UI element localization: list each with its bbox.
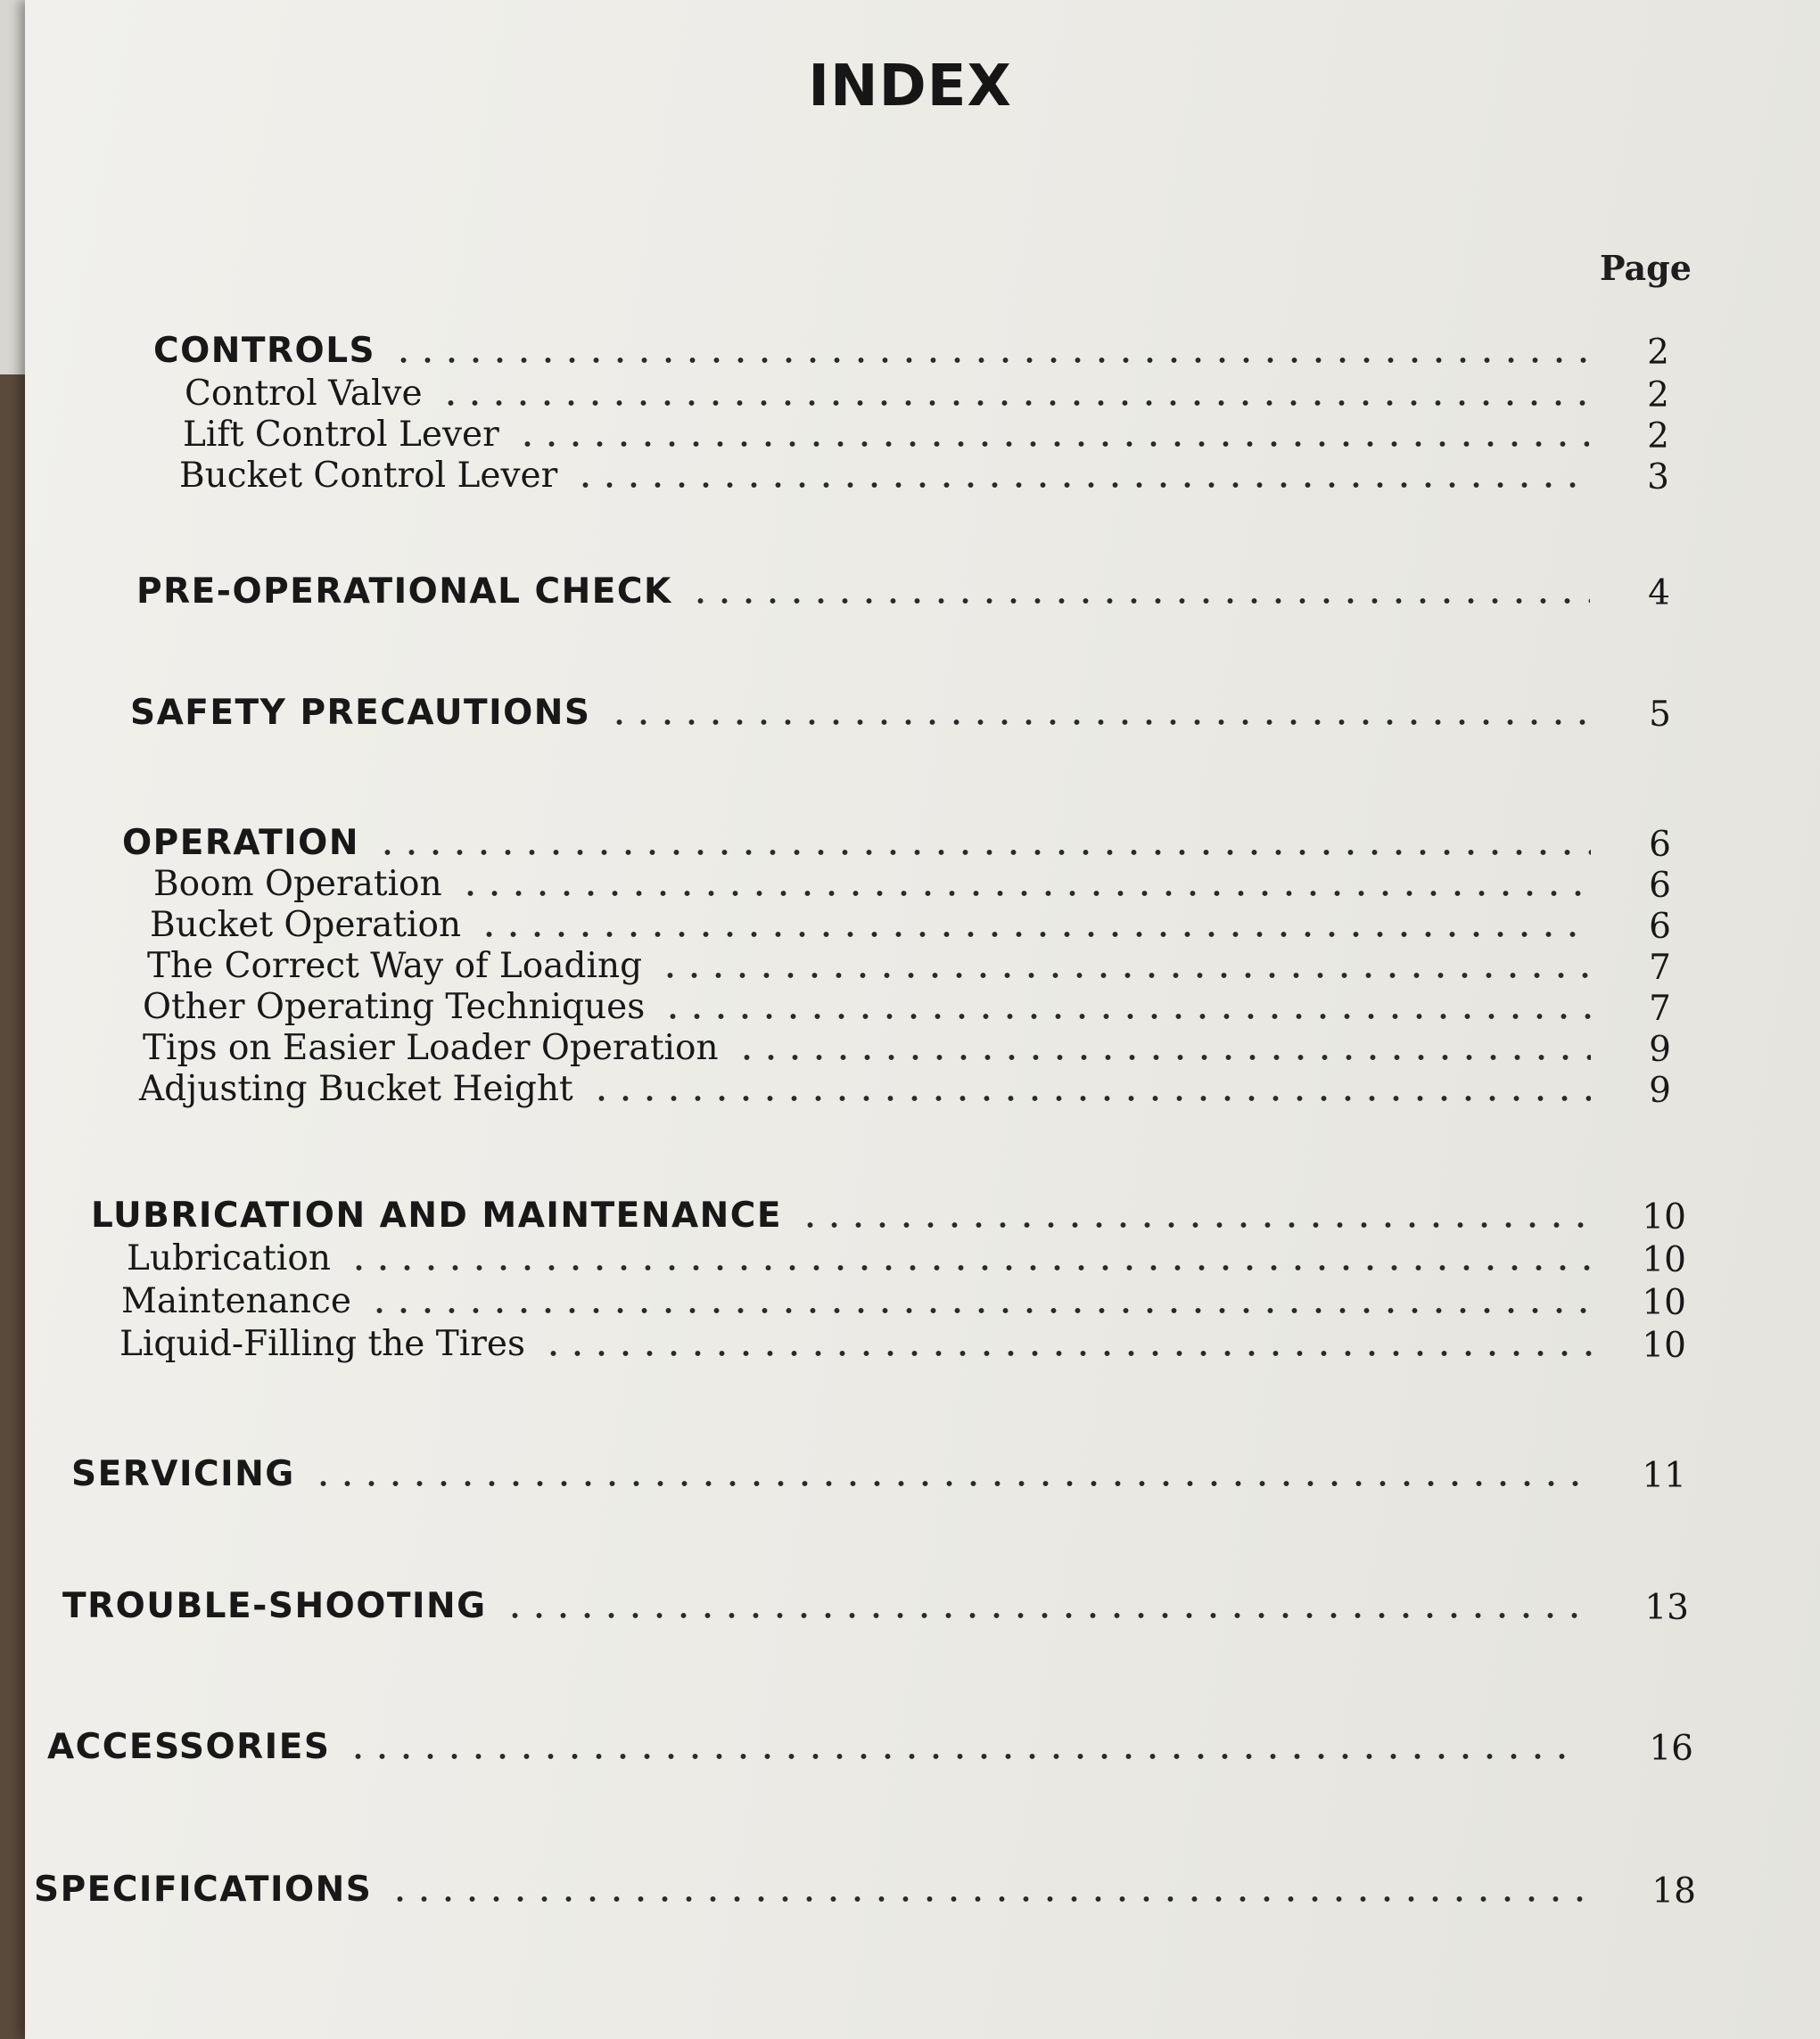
index-entry-control-valve (185, 373, 1687, 417)
page-column-header: Page (1600, 248, 1692, 288)
entry-label: PRE-OPERATIONAL CHECK (136, 571, 672, 612)
entry-label: SERVICING (71, 1454, 295, 1494)
entry-page-number: 16 (1649, 1729, 1693, 1769)
index-entry-correct-way-of-loading (147, 945, 1689, 990)
dot-leader (515, 440, 1589, 448)
entry-label: SPECIFICATIONS (34, 1870, 373, 1910)
index-entry-tips-easier-loader-operation (143, 1027, 1689, 1072)
page-title: INDEX (808, 53, 1012, 119)
entry-label: SAFETY PRECAUTIONS (130, 693, 591, 733)
entry-label: Other Operating Techniques (143, 987, 646, 1027)
entry-label: Maintenance (121, 1281, 351, 1321)
entry-page-number: 10 (1642, 1197, 1686, 1237)
entry-label: Bucket Control Lever (179, 456, 558, 496)
entry-page-number: 7 (1649, 989, 1671, 1029)
entry-label: The Correct Way of Loading (147, 946, 643, 986)
index-entry-lift-control-lever (183, 414, 1687, 458)
dot-leader (589, 1095, 1591, 1102)
entry-page-number: 13 (1644, 1588, 1689, 1628)
dot-leader (477, 931, 1591, 938)
entry-page-number: 6 (1649, 907, 1671, 947)
entry-page-number: 10 (1642, 1240, 1686, 1280)
entry-label: TROUBLE-SHOOTING (62, 1586, 487, 1626)
entry-page-number: 11 (1642, 1456, 1686, 1496)
index-entry-pre-operational-check (136, 571, 1688, 615)
index-entry-trouble-shooting (62, 1585, 1692, 1630)
entry-page-number: 10 (1642, 1326, 1686, 1366)
dot-leader (688, 597, 1590, 604)
entry-page-number: 2 (1647, 416, 1669, 456)
dot-leader (458, 890, 1591, 897)
entry-page-number: 9 (1649, 1030, 1671, 1070)
dot-leader (541, 1350, 1592, 1357)
index-entry-servicing (71, 1453, 1690, 1498)
index-entry-liquid-filling-tires (119, 1323, 1690, 1368)
entry-label: Tips on Easier Loader Operation (143, 1028, 719, 1068)
entry-page-number: 2 (1647, 375, 1669, 415)
index-entry-specifications (34, 1869, 1700, 1913)
index-entry-operation (122, 822, 1689, 867)
dot-leader (439, 399, 1589, 407)
dot-leader (798, 1221, 1592, 1229)
dot-leader (573, 481, 1589, 489)
entry-page-number: 3 (1647, 457, 1669, 497)
entry-label: OPERATION (122, 823, 359, 863)
dot-leader (311, 1480, 1592, 1487)
entry-label: LUBRICATION AND MAINTENANCE (91, 1196, 783, 1236)
dot-leader (346, 1753, 1581, 1760)
index-entry-safety-precautions (130, 692, 1689, 736)
index-entry-other-operating-techniques (143, 986, 1689, 1031)
dot-leader (391, 357, 1589, 364)
dot-leader (735, 1054, 1591, 1061)
index-entry-lubrication-and-maintenance (91, 1195, 1690, 1239)
index-entry-lubrication (127, 1237, 1690, 1282)
entry-page-number: 9 (1649, 1071, 1671, 1111)
entry-page-number: 5 (1649, 695, 1671, 735)
entry-page-number: 2 (1647, 333, 1669, 373)
entry-page-number: 6 (1649, 866, 1671, 906)
entry-label: CONTROLS (153, 331, 376, 371)
entry-label: Adjusting Bucket Height (139, 1069, 573, 1109)
entry-page-number: 4 (1648, 573, 1670, 613)
dot-leader (367, 1307, 1592, 1314)
entry-label: Control Valve (185, 374, 423, 414)
dot-leader (375, 849, 1591, 856)
index-entry-controls (153, 330, 1687, 374)
entry-page-number: 6 (1649, 825, 1671, 865)
entry-page-number: 7 (1649, 948, 1671, 988)
index-entry-bucket-operation (150, 904, 1689, 949)
dot-leader (388, 1895, 1584, 1903)
index-entry-bucket-control-lever (179, 455, 1687, 499)
dot-leader (661, 1013, 1591, 1020)
entry-label: ACCESSORIES (47, 1727, 331, 1767)
dot-leader (503, 1612, 1594, 1619)
dot-leader (607, 719, 1591, 726)
index-entry-boom-operation (153, 863, 1689, 908)
index-entry-accessories (47, 1726, 1697, 1771)
dot-leader (347, 1264, 1592, 1271)
entry-label: Liquid-Filling the Tires (119, 1324, 525, 1364)
index-entry-maintenance (121, 1280, 1690, 1325)
entry-label: Lift Control Lever (183, 415, 499, 455)
entry-label: Bucket Operation (150, 905, 462, 945)
entry-label: Lubrication (127, 1238, 331, 1278)
entry-page-number: 10 (1642, 1283, 1686, 1323)
entry-label: Boom Operation (153, 864, 442, 904)
entry-page-number: 18 (1651, 1871, 1696, 1912)
index-entry-adjusting-bucket-height (139, 1068, 1689, 1113)
dot-leader (658, 972, 1591, 979)
